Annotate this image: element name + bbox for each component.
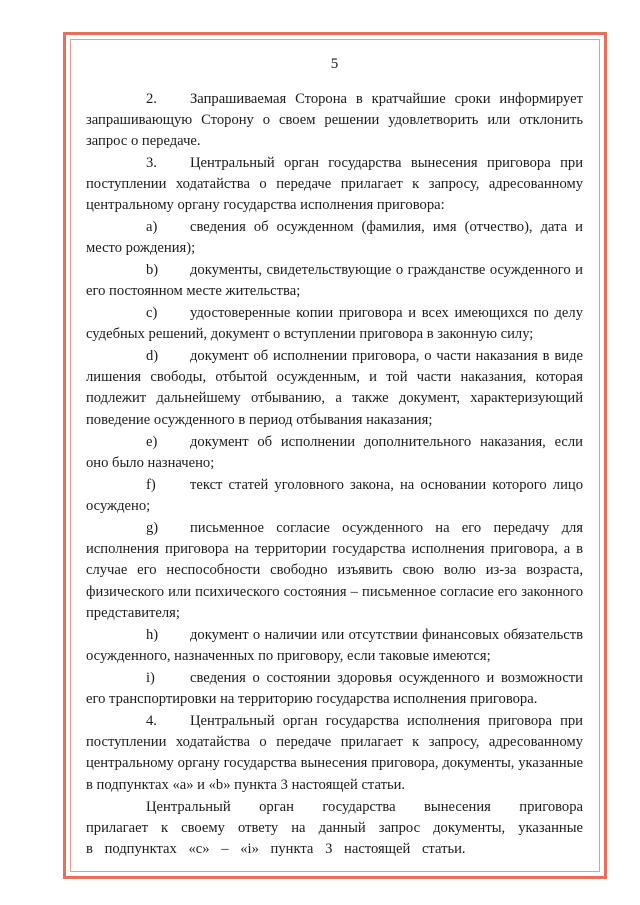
paragraph-2 (86, 89, 583, 153)
paragraph-text: документ о наличии или отсутствии финансовых обязательств осужденного, назначенных по приговору, если таковые имеются; (86, 627, 583, 665)
paragraph-text: Центральный орган государства вынесения приговора при поступлении ходатайства о передаче прилагает к запросу, адресованному центральному органу государства исполнения приговора: (86, 155, 583, 214)
paragraph-text: текст статей уголовного закона, на основании которого лицо осуждено; (86, 477, 583, 515)
item-marker: 4. (146, 713, 157, 729)
item-marker: 3. (146, 155, 157, 171)
paragraph-final (86, 797, 583, 861)
subitem-e (86, 432, 583, 474)
item-marker: f) (146, 477, 156, 493)
item-marker: c) (146, 305, 158, 321)
paragraph-text: документы, свидетельствующие о гражданстве осужденного и его постоянном месте жительства; (86, 262, 583, 300)
paragraph-text: Центральный орган государства вынесения приговора прилагает к своему ответу на данный запрос документы, указанные в подпунктах «с» – «i» пункта 3 настоящей статьи. (86, 799, 583, 858)
subitem-b (86, 260, 583, 302)
paragraph-3 (86, 153, 583, 217)
item-marker: h) (146, 627, 159, 643)
item-marker: a) (146, 219, 158, 235)
subitem-f (86, 475, 583, 517)
subitem-a (86, 217, 583, 259)
item-marker: e) (146, 434, 158, 450)
paragraph-text: письменное согласие осужденного на его передачу для исполнения приговора на территории государства исполнения приговора, а в случае его неспособности свободно изъявить свою волю из-за возраста, физического или психического состояния – письменное согласие его законного представителя; (86, 520, 583, 621)
paragraph-text: удостоверенные копии приговора и всех имеющихся по делу судебных решений, документ о вступлении приговора в законную силу; (86, 305, 583, 343)
item-marker: b) (146, 262, 159, 278)
paragraph-text: сведения об осужденном (фамилия, имя (отчество), дата и место рождения); (86, 219, 583, 257)
page-number: 5 (330, 56, 339, 72)
paragraph-text: документ об исполнении дополнительного наказания, если оно было назначено; (86, 434, 583, 472)
paragraph-text: Запрашиваемая Сторона в кратчайшие сроки информирует запрашивающую Сторону о своем решении удовлетворить или отклонить запрос о передаче. (86, 91, 583, 150)
subitem-d (86, 346, 583, 431)
subitem-i (86, 668, 583, 710)
paragraph-4 (86, 711, 583, 796)
paragraph-text: документ об исполнении приговора, о части наказания в виде лишения свободы, отбытой осужденным, и той части наказания, которая подлежит дальнейшему отбыванию, а также документ, характеризующий поведение осужденного в период отбывания наказания; (86, 348, 583, 428)
subitem-c (86, 303, 583, 345)
item-marker: i) (146, 670, 155, 686)
subitem-h (86, 625, 583, 667)
paragraph-text: сведения о состоянии здоровья осужденного и возможности его транспортировки на территорию государства исполнения приговора. (86, 670, 583, 708)
item-marker: 2. (146, 91, 157, 107)
paragraph-text: Центральный орган государства исполнения приговора при поступлении ходатайства о передаче прилагает к запросу, адресованному центральному органу государства вынесения приговора, документы, указанные в подпунктах «а» и «b» пункта 3 настоящей статьи. (86, 713, 583, 793)
item-marker: g) (146, 520, 159, 536)
subitem-g (86, 518, 583, 624)
item-marker: d) (146, 348, 159, 364)
